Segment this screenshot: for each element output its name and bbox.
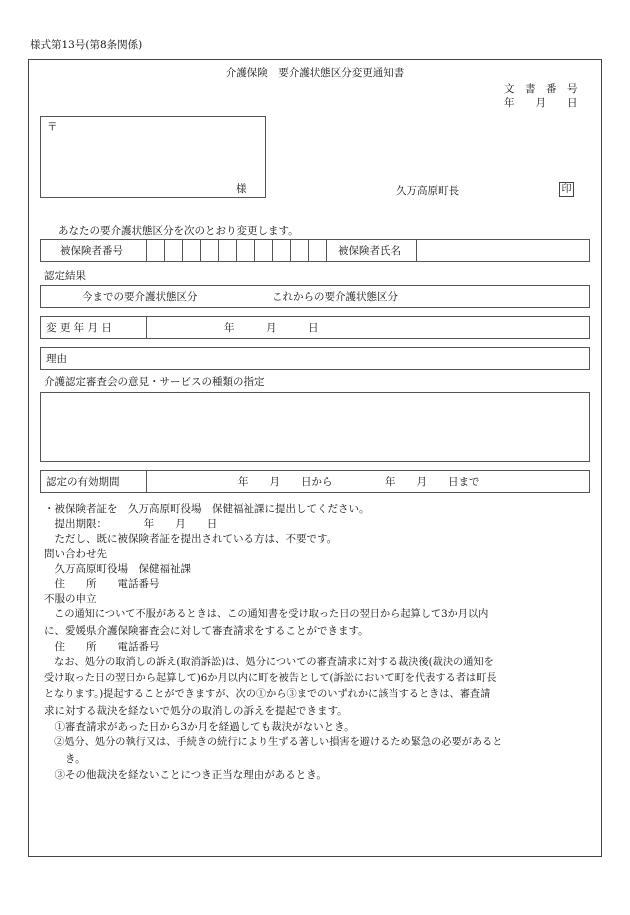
- cell-divider: [146, 239, 147, 262]
- note-line: 受け取った日の翌日から起算して)6か月以内に町を被告として(訴訟において町を代表する者は町長: [44, 673, 497, 684]
- change-date-value: 年 月 日: [224, 322, 319, 334]
- reason-label: 理由: [46, 353, 67, 365]
- validity-value: 年 月 日から 年 月 日まで: [238, 476, 480, 488]
- address-box: [40, 116, 266, 198]
- cell-divider: [146, 470, 147, 493]
- note-line: 久万高原町役場 保健福祉課: [44, 563, 191, 575]
- cell-divider: [146, 316, 147, 339]
- note-line: なお、処分の取消しの訴え(取消訴訟)は、処分についての審査請求に対する裁決後(裁決の通知を: [44, 657, 494, 668]
- note-line: この通知について不服があるときは、この通知書を受け取った日の翌日から起算して3か月以内: [44, 609, 489, 620]
- reason-row: [40, 347, 590, 370]
- issue-date: 年 月 日: [504, 97, 578, 109]
- note-line: に、愛媛県介護保険審査会に対して審査請求をすることができます。: [44, 625, 369, 637]
- note-line: となります。)提起することができますが、次の①から③までのいずれかに該当するときは、審査請: [44, 689, 491, 700]
- insured-number-label: 被保険者番号: [60, 245, 123, 257]
- cell-divider: [182, 239, 183, 262]
- previous-level-label: 今までの要介護状態区分: [82, 291, 198, 303]
- note-line: 住 所 電話番号: [44, 641, 160, 653]
- cell-divider: [308, 239, 309, 262]
- document-number-label: 文 書 番 号: [504, 83, 578, 95]
- change-date-label: 変 更 年 月 日: [46, 322, 112, 334]
- note-line: 住 所 電話番号: [44, 578, 160, 590]
- cell-divider: [272, 239, 273, 262]
- note-line: ③その他裁決を経ないことにつき正当な理由があるとき。: [44, 769, 327, 781]
- form-number: 様式第13号(第8条関係): [30, 39, 143, 51]
- note-line: ②処分、処分の執行又は、手続きの続行により生ずる著しい損害を避けるため緊急の必要があると: [44, 737, 503, 748]
- insured-name-label: 被保険者氏名: [338, 245, 401, 257]
- note-line: 不服の申立: [44, 593, 97, 605]
- cell-divider: [290, 239, 291, 262]
- committee-box: [40, 392, 590, 462]
- note-line: ただし、既に被保険者証を提出されている方は、不要です。: [44, 533, 338, 545]
- committee-label: 介護認定審査会の意見・サービスの種類の指定: [44, 376, 265, 388]
- intro-text: あなたの要介護状態区分を次のとおり変更します。: [58, 225, 299, 237]
- note-line: ・被保険者証を 久万高原町役場 保健福祉課に提出してください。: [44, 503, 370, 515]
- cert-result-label: 認定結果: [44, 270, 86, 282]
- cell-divider: [164, 239, 165, 262]
- cell-divider: [254, 239, 255, 262]
- addressee-suffix: 様: [236, 183, 247, 195]
- cell-divider: [218, 239, 219, 262]
- note-line: き。: [44, 753, 86, 765]
- new-level-label: これからの要介護状態区分: [272, 291, 398, 303]
- cell-divider: [200, 239, 201, 262]
- note-line: 提出期限： 年 月 日: [44, 518, 218, 530]
- issuer-name: 久万高原町長: [396, 185, 459, 197]
- cell-divider: [236, 239, 237, 262]
- cell-divider: [326, 239, 327, 262]
- document-title: 介護保険 要介護状態区分変更通知書: [225, 67, 405, 79]
- seal-mark: 印: [559, 182, 574, 197]
- note-line: 求に対する裁決を経ないで処分の取消しの訴えを提起できます。: [44, 705, 348, 717]
- postal-mark: 〒: [47, 121, 58, 133]
- validity-label: 認定の有効期間: [46, 476, 120, 488]
- note-line: 問い合わせ先: [44, 548, 107, 560]
- cell-divider: [416, 239, 417, 262]
- note-line: ①審査請求があった日から3か月を経過しても裁決がないとき。: [44, 721, 355, 733]
